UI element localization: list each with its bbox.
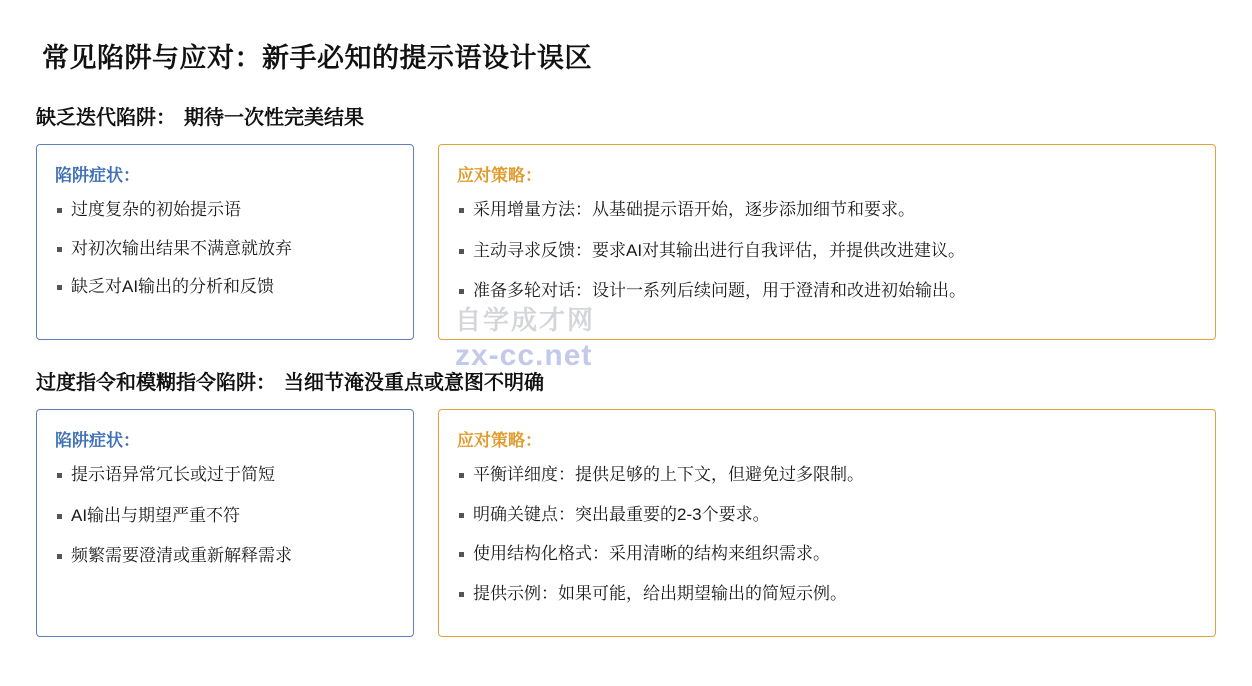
section-heading-main: 过度指令和模糊指令陷阱：: [36, 372, 276, 394]
section-heading: [36, 101, 1216, 130]
list-item: AI输出与期望严重不符: [55, 504, 395, 529]
strategy-card-title: 应对策略：: [457, 166, 542, 185]
list-item: 使用结构化格式：采用清晰的结构来组织需求。: [457, 542, 1197, 567]
symptom-list: [55, 198, 395, 300]
strategy-card: [438, 409, 1216, 637]
section-heading: [36, 366, 1216, 395]
cards-row: [36, 409, 1216, 637]
strategy-list: [457, 198, 1197, 304]
strategy-card: [438, 144, 1216, 340]
list-item: 准备多轮对话：设计一系列后续问题，用于澄清和改进初始输出。: [457, 279, 1197, 304]
cards-row: [36, 144, 1216, 340]
list-item: 明确关键点：突出最重要的2-3个要求。: [457, 503, 1197, 528]
symptom-card: [36, 409, 414, 637]
symptom-card: [36, 144, 414, 340]
section-heading-sub: 期待一次性完美结果: [184, 107, 364, 129]
list-item: 对初次输出结果不满意就放弃: [55, 237, 395, 262]
symptom-list: [55, 463, 395, 569]
symptom-card-title: 陷阱症状：: [55, 431, 140, 450]
section-heading-sub: 当细节淹没重点或意图不明确: [284, 372, 544, 394]
list-item: 过度复杂的初始提示语: [55, 198, 395, 223]
list-item: 频繁需要澄清或重新解释需求: [55, 544, 395, 569]
watermark-en: zx-cc.net: [455, 339, 593, 372]
section-heading-main: 缺乏迭代陷阱：: [36, 107, 176, 129]
strategy-card-title: 应对策略：: [457, 431, 542, 450]
section-lack-of-iteration: [36, 101, 1216, 340]
list-item: 提供示例：如果可能，给出期望输出的简短示例。: [457, 582, 1197, 607]
page-title: 常见陷阱与应对：新手必知的提示语设计误区: [42, 43, 592, 73]
symptom-card-title: 陷阱症状：: [55, 166, 140, 185]
list-item: 平衡详细度：提供足够的上下文，但避免过多限制。: [457, 463, 1197, 488]
list-item: 采用增量方法：从基础提示语开始，逐步添加细节和要求。: [457, 198, 1197, 223]
section-over-instruction: [36, 366, 1216, 637]
list-item: 主动寻求反馈：要求AI对其输出进行自我评估，并提供改进建议。: [457, 239, 1197, 264]
list-item: 提示语异常冗长或过于简短: [55, 463, 395, 488]
strategy-list: [457, 463, 1197, 607]
watermark-cn: 自学成才网: [455, 305, 596, 335]
list-item: 缺乏对AI输出的分析和反馈: [55, 275, 395, 300]
